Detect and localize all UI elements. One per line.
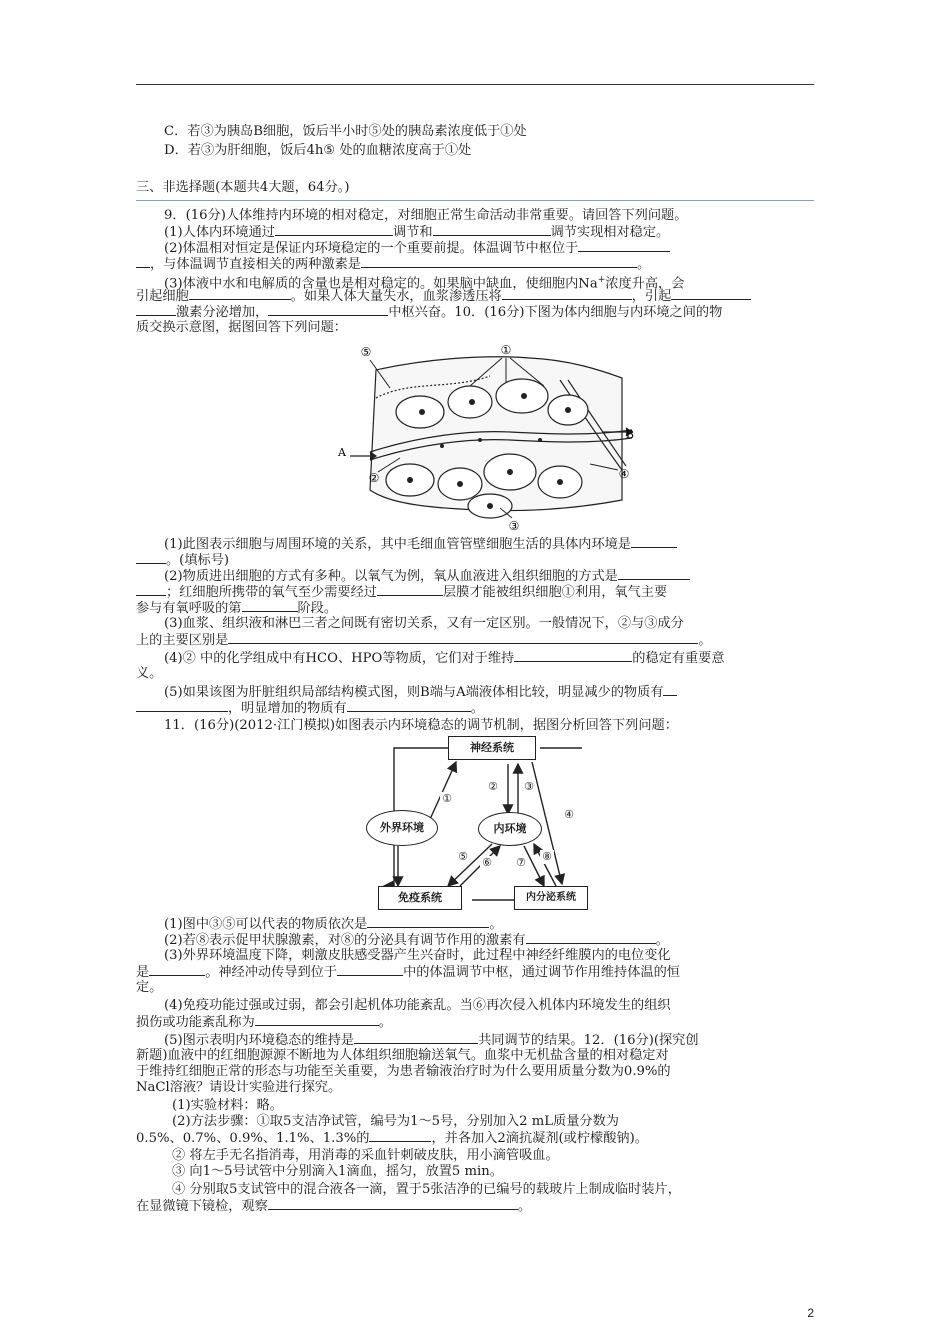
endocrine-system-box: 内分泌系统 bbox=[514, 886, 588, 910]
label-2: ② bbox=[368, 471, 380, 485]
q11-part3: (3)外界环境温度下降，刺激皮肤感受器产生兴奋时，此过程中神经纤维膜内的电位变化 bbox=[164, 948, 671, 963]
q10-part1-cont: 。(填标号) bbox=[136, 552, 229, 569]
answer-blank[interactable] bbox=[136, 256, 150, 268]
arrow-label-8: ⑧ bbox=[540, 850, 554, 864]
answer-blank[interactable] bbox=[514, 650, 632, 662]
answer-blank[interactable] bbox=[337, 964, 403, 976]
answer-blank[interactable] bbox=[433, 224, 551, 236]
q10-part2-cont: ；红细胞所携带的氧气至少需要经过 层膜才能被组织细胞①利用，氧气主要 bbox=[136, 584, 667, 601]
arrow-label-6: ⑥ bbox=[480, 856, 494, 870]
q10-part1: (1)此图表示细胞与周围环境的关系，其中毛细血管管壁细胞生活的具体内环境是 bbox=[164, 536, 677, 553]
arrow-label-3: ③ bbox=[522, 780, 536, 794]
internal-environment-ellipse: 内环境 bbox=[478, 812, 542, 846]
q12-line4: NaCl溶液？请设计实验进行探究。 bbox=[136, 1080, 342, 1095]
label-3: ③ bbox=[508, 519, 520, 532]
q9-part3-end: 激素分泌增加， 中枢兴奋。10．(16分)下图为体内细胞与内环境之间的物 bbox=[136, 304, 722, 321]
answer-blank[interactable] bbox=[228, 632, 698, 644]
q10-part4-cont: 义。 bbox=[136, 666, 163, 681]
q10-intro: 10．(16分)下图为体内细胞与内环境之间的物 bbox=[454, 305, 723, 320]
answer-blank[interactable] bbox=[663, 684, 677, 696]
answer-blank[interactable] bbox=[671, 288, 751, 300]
label-1: ① bbox=[500, 343, 512, 357]
q12-step2: (2)方法步骤：①取5支洁净试管，编号为1～5号，分别加入2 mL质量分数为 bbox=[172, 1114, 619, 1129]
q11-part2: (2)若⑧表示促甲状腺激素，对⑧的分泌具有调节作用的激素有 。 bbox=[164, 933, 669, 948]
answer-blank[interactable] bbox=[242, 600, 298, 612]
q9-part3-cont: 引起细胞 。如果人体大量失水，血浆渗透压将 ，引起 bbox=[136, 288, 751, 305]
answer-blank[interactable] bbox=[354, 1032, 478, 1044]
q12-line3: 于维持红细胞正常的形态与功能至关重要，为患者输液治疗时为什么要用质量分数为0.9%的 bbox=[136, 1064, 671, 1079]
answer-blank[interactable] bbox=[275, 224, 393, 236]
answer-blank[interactable] bbox=[347, 700, 471, 712]
tissue-drawing bbox=[370, 357, 632, 518]
q12-step1: (1)实验材料：略。 bbox=[172, 1098, 283, 1113]
arrow-label-5: ⑤ bbox=[456, 850, 470, 864]
label-4: ④ bbox=[618, 467, 630, 481]
answer-blank[interactable] bbox=[268, 304, 388, 316]
q10-part5-cont: ，明显增加的物质有 。 bbox=[136, 700, 484, 717]
external-environment-ellipse: 外界环境 bbox=[366, 810, 438, 846]
answer-blank[interactable] bbox=[502, 288, 632, 300]
option-c: C．若③为胰岛B细胞，饭后半小时⑤处的胰岛素浓度低于①处 bbox=[164, 124, 527, 139]
answer-blank[interactable] bbox=[149, 964, 205, 976]
label-a: A bbox=[338, 446, 346, 459]
q11-part3-end: 定。 bbox=[136, 980, 163, 995]
q12-line2: 新题)血液中的红细胞源源不断地为人体组织细胞输送氧气。血浆中无机盐含量的相对稳定对 bbox=[136, 1048, 669, 1063]
q12-step3: ② 将左手无名指消毒，用消毒的采血针刺破皮肤，用小滴管吸血。 bbox=[172, 1148, 559, 1163]
q10-part3: (3)血浆、组织液和淋巴三者之间既有密切关系，又有一定区别。一般情况下，②与③成分 bbox=[164, 616, 684, 631]
answer-blank[interactable] bbox=[367, 916, 489, 928]
answer-blank[interactable] bbox=[136, 304, 176, 316]
arrow-label-2: ② bbox=[486, 780, 500, 794]
q11-part4-cont: 损伤或功能紊乱称为 。 bbox=[136, 1015, 392, 1030]
answer-blank[interactable] bbox=[361, 256, 637, 268]
header-rule bbox=[136, 84, 814, 85]
q10-part5: (5)如果该图为肝脏组织局部结构模式图，则B端与A端液体相比较，明显减少的物质有 bbox=[164, 684, 677, 701]
answer-blank[interactable] bbox=[189, 288, 291, 300]
answer-blank[interactable] bbox=[526, 932, 656, 944]
q10-intro-cont: 质交换示意图，据图回答下列问题： bbox=[136, 320, 347, 335]
q9-part2: (2)体温相对恒定是保证内环境稳定的一个重要前提。体温调节中枢位于 bbox=[164, 240, 670, 257]
q12-step5: ④ 分别取5支试管中的混合液各一滴，置于5张洁净的已编号的载玻片上制成临时装片， bbox=[172, 1182, 681, 1197]
answer-blank[interactable] bbox=[255, 1014, 379, 1026]
answer-blank[interactable] bbox=[377, 584, 443, 596]
q12-intro: 12．(16分)(探究创 bbox=[583, 1033, 699, 1048]
section-heading: 三、非选择题(本题共4大题，64分。) bbox=[136, 180, 350, 195]
label-5: ⑤ bbox=[360, 345, 372, 359]
arrow-label-1: ① bbox=[440, 792, 454, 806]
q11-part3-cont: 是 。神经冲动传导到位于 中的体温调节中枢，通过调节作用维持体温的恒 bbox=[136, 965, 680, 980]
label-b: B bbox=[625, 428, 634, 441]
answer-blank[interactable] bbox=[136, 584, 166, 596]
answer-blank[interactable] bbox=[136, 552, 166, 564]
answer-blank[interactable] bbox=[268, 1198, 518, 1210]
q9-part1: (1)人体内环境通过 调节和 调节实现相对稳定。 bbox=[164, 225, 670, 240]
section-rule bbox=[136, 200, 814, 201]
answer-blank[interactable] bbox=[369, 1130, 431, 1142]
q10-part2: (2)物质进出细胞的方式有多种。以氧气为例，氧从血液进入组织细胞的方式是 bbox=[164, 568, 690, 585]
immune-system-box: 免疫系统 bbox=[378, 886, 462, 910]
q9-part2-cont: ，与体温调节直接相关的两种激素是 。 bbox=[136, 256, 650, 273]
q12-step4: ③ 向1～5号试管中分别滴入1滴血，摇匀，放置5 min。 bbox=[172, 1164, 503, 1179]
answer-blank[interactable] bbox=[631, 536, 677, 548]
option-d: D．若③为肝细胞，饭后4h⑤ 处的血糖浓度高于①处 bbox=[164, 143, 472, 158]
page-number: 2 bbox=[807, 1306, 814, 1320]
q10-part4: (4)② 中的化学组成中有HCO、HPO等物质，它们对于维持 的稳定有重要意 bbox=[164, 651, 725, 666]
q10-part3-cont: 上的主要区别是 。 bbox=[136, 633, 712, 648]
answer-blank[interactable] bbox=[136, 700, 228, 712]
nervous-system-box: 神经系统 bbox=[448, 736, 536, 760]
arrow-label-4: ④ bbox=[562, 808, 576, 822]
q11-part1: (1)图中③⑤可以代表的物质依次是 。 bbox=[164, 917, 503, 932]
homeostasis-regulation-diagram bbox=[364, 736, 588, 912]
q9-intro: 9．(16分)人体维持内环境的相对稳定，对细胞正常生命活动非常重要。请回答下列问题。 bbox=[164, 208, 688, 223]
arrow-label-7: ⑦ bbox=[514, 856, 528, 870]
q11-part5: (5)图示表明内环境稳态的维持是 共同调节的结果。12．(16分)(探究创 bbox=[164, 1033, 699, 1048]
tissue-exchange-diagram bbox=[330, 340, 636, 532]
q12-step2-cont: 0.5%、0.7%、0.9%、1.1%、1.3%的 ，并各加入2滴抗凝剂(或柠檬酸钠)。 bbox=[136, 1131, 648, 1146]
q9-part3: (3)体液中水和电解质的含量也是相对稳定的。如果脑中缺血，使细胞内Na+浓度升高，会 bbox=[164, 275, 685, 292]
q12-step5-cont: 在显微镜下镜检，观察 。 bbox=[136, 1199, 532, 1214]
answer-blank[interactable] bbox=[578, 240, 670, 252]
q11-part4: (4)免疫功能过强或过弱，都会引起机体功能紊乱。当⑥再次侵入机体内环境发生的组织 bbox=[164, 998, 671, 1013]
q11-intro: 11．(16分)(2012·江门模拟)如图表示内环境稳态的调节机制，据图分析回答下列问题： bbox=[164, 718, 678, 733]
answer-blank[interactable] bbox=[618, 568, 690, 580]
q10-part2-end: 参与有氧呼吸的第 阶段。 bbox=[136, 601, 338, 616]
